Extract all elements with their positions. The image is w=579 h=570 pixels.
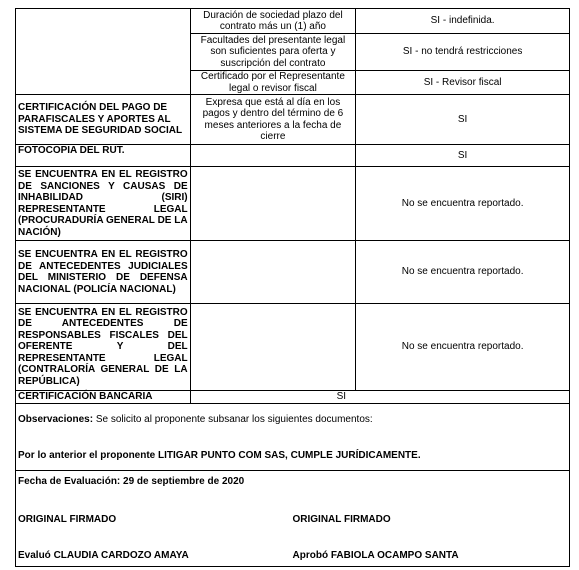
table-row bbox=[16, 167, 570, 241]
observaciones-row bbox=[16, 404, 570, 471]
table-row bbox=[16, 241, 570, 304]
result-policia: No se encuentra reportado. bbox=[356, 241, 570, 304]
signatures-line bbox=[18, 550, 567, 562]
result-certificado: SI - Revisor fiscal bbox=[356, 71, 570, 95]
result-siri: No se encuentra reportado. bbox=[356, 167, 570, 241]
result-bancaria: SI bbox=[190, 391, 569, 404]
observaciones-label: Observaciones: bbox=[18, 413, 94, 425]
label-parafiscales: CERTIFICACIÓN DEL PAGO DE PARAFISCALES Y APORTES AL SISTEMA DE SEGURIDAD SOCIAL bbox=[16, 95, 191, 145]
result-contraloria: No se encuentra reportado. bbox=[356, 304, 570, 391]
result-duracion: SI - indefinida. bbox=[356, 9, 570, 34]
evaluation-table bbox=[15, 8, 570, 567]
table-row bbox=[16, 304, 570, 391]
requirement-certificado: Certificado por el Representante legal o revisor fiscal bbox=[190, 71, 356, 95]
fecha-evaluacion: Fecha de Evaluación: 29 de septiembre de 2020 bbox=[18, 476, 245, 488]
empty-cell bbox=[190, 167, 356, 241]
label-bancaria: CERTIFICACIÓN BANCARIA bbox=[16, 391, 191, 404]
conclusion-text: Por lo anterior el proponente LITIGAR PUNTO COM SAS, CUMPLE JURÍDICAMENTE. bbox=[18, 450, 421, 461]
label-rut: FOTOCOPIA DEL RUT. bbox=[16, 145, 191, 167]
evaluo-name: Evaluó CLAUDIA CARDOZO AMAYA bbox=[18, 550, 189, 562]
firmado-line bbox=[18, 514, 567, 526]
label-siri: SE ENCUENTRA EN EL REGISTRO DE SANCIONES Y CAUSAS DE INHABILIDAD (SIRI) REPRESENTANTE LEGAL (PROCURADURÍA GENERAL DE LA NACIÓN) bbox=[16, 167, 191, 241]
firmado-left: ORIGINAL FIRMADO bbox=[18, 513, 117, 525]
table-row bbox=[16, 95, 570, 145]
label-contraloria: SE ENCUENTRA EN EL REGISTRO DE ANTECEDENTES DE RESPONSABLES FISCALES DEL OFERENTE Y DEL REPRESENTANTE LEGAL (CONTRALORÍA GENERAL DE LA REPÚBLICA) bbox=[16, 304, 191, 391]
requirement-facultades: Facultades del presentante legal son suficientes para oferta y suscripción del contrato bbox=[190, 34, 356, 71]
aprobo-name: Aprobó FABIOLA OCAMPO SANTA bbox=[292, 550, 459, 562]
empty-cell bbox=[16, 9, 191, 95]
result-parafiscales: SI bbox=[356, 95, 570, 145]
result-rut: SI bbox=[356, 145, 570, 167]
firmas-cell bbox=[16, 471, 570, 567]
empty-cell bbox=[190, 241, 356, 304]
result-facultades: SI - no tendrá restricciones bbox=[356, 34, 570, 71]
requirement-duracion: Duración de sociedad plazo del contrato más un (1) año bbox=[190, 9, 356, 34]
empty-cell bbox=[190, 304, 356, 391]
observaciones-text: Se solicito al proponente subsanar los siguientes documentos: bbox=[95, 413, 373, 425]
requirement-parafiscales: Expresa que está al día en los pagos y dentro del término de 6 meses anteriores a la fecha de cierre bbox=[190, 95, 356, 145]
table-row bbox=[16, 145, 570, 167]
label-policia: SE ENCUENTRA EN EL REGISTRO DE ANTECEDENTES JUDICIALES DEL MINISTERIO DE DEFENSA NACIONAL (POLICÍA NACIONAL) bbox=[16, 241, 191, 304]
empty-cell bbox=[190, 145, 356, 167]
observaciones-cell bbox=[16, 404, 570, 471]
firmas-row bbox=[16, 471, 570, 567]
firmado-right: ORIGINAL FIRMADO bbox=[292, 513, 391, 525]
table-row bbox=[16, 9, 570, 34]
table-row bbox=[16, 391, 570, 404]
